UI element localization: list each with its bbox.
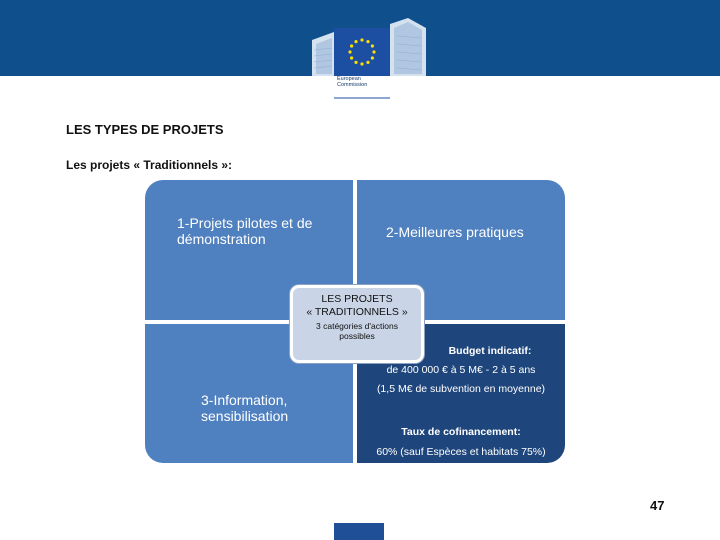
center-title <box>293 293 421 319</box>
center-subtitle <box>293 321 421 341</box>
center-sub-line-1: 3 catégories d'actions <box>316 321 398 331</box>
logo-text <box>337 76 367 88</box>
quadrant-1-line-2: démonstration <box>177 231 266 247</box>
budget-title: Budget indicatif: <box>448 345 532 357</box>
cofinancing-info <box>358 422 564 462</box>
logo-line-1: European <box>337 76 361 82</box>
budget-line-1: de 400 000 € à 5 M€ - 2 à 5 ans <box>386 364 536 376</box>
footer-bar <box>334 523 384 540</box>
slide-title: LES TYPES DE PROJETS <box>66 122 224 137</box>
eu-commission-logo-icon <box>308 14 430 100</box>
center-sub-line-2: possibles <box>339 331 375 341</box>
budget-line-2: (1,5 M€ de subvention en moyenne) <box>376 383 546 395</box>
quadrant-1-label <box>177 215 312 247</box>
page-number: 47 <box>650 498 665 513</box>
quadrant-2-label: 2-Meilleures pratiques <box>386 224 524 240</box>
quadrant-3-label <box>201 392 288 424</box>
logo-line-2: Commission <box>337 82 368 88</box>
quadrant-3-line-2: sensibilisation <box>201 408 289 424</box>
center-title-line-2: « TRADITIONNELS » <box>306 306 408 318</box>
slide-subtitle: Les projets « Traditionnels »: <box>66 158 233 172</box>
center-title-line-1: LES PROJETS <box>321 293 393 305</box>
quadrant-3-line-1: 3-Information, <box>201 392 288 408</box>
quadrant-1-line-1: 1-Projets pilotes et de <box>177 215 313 231</box>
cofinancing-line: 60% (sauf Espèces et habitats 75%) <box>376 446 546 458</box>
center-summary-box <box>290 285 424 363</box>
cofinancing-title: Taux de cofinancement: <box>401 426 521 438</box>
